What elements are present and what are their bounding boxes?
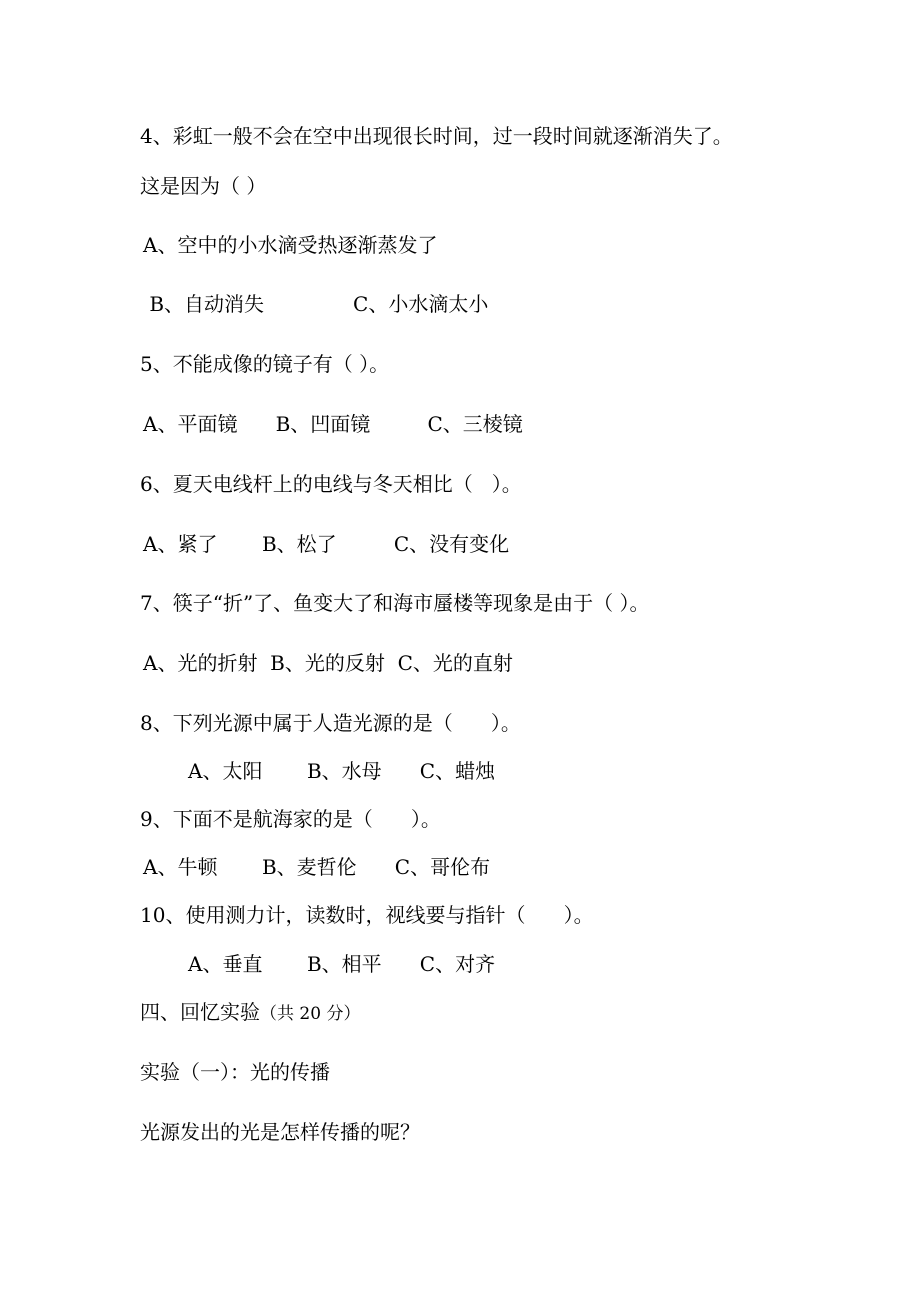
question-4-option-a: A、空中的小水滴受热逐渐蒸发了 xyxy=(143,233,438,257)
question-6-stem: 6、夏天电线杆上的电线与冬天相比（ ）。 xyxy=(140,472,522,496)
question-7-options: A、光的折射 B、光的反射 C、光的直射 xyxy=(143,651,513,675)
question-9-options: A、牛顿 B、麦哲伦 C、哥伦布 xyxy=(143,855,491,879)
question-4-stem-line-1: 4、彩虹一般不会在空中出现很长时间，过一段时间就逐渐消失了。 xyxy=(140,124,733,148)
experiment-one-title: 实验（一）：光的传播 xyxy=(140,1060,330,1084)
question-8-stem: 8、下列光源中属于人造光源的是（ ）。 xyxy=(140,711,521,735)
question-6-options: A、紧了 B、松了 C、没有变化 xyxy=(143,532,510,556)
question-10-options: A、垂直 B、相平 C、对齐 xyxy=(188,952,496,976)
question-8-options: A、太阳 B、水母 C、蜡烛 xyxy=(188,759,496,783)
question-9-stem: 9、下面不是航海家的是（ ）。 xyxy=(140,807,441,831)
section-four-points: （共 20 分） xyxy=(260,1004,361,1024)
section-four-title: 四、回忆实验 xyxy=(140,1000,260,1024)
section-four-heading xyxy=(140,1000,360,1026)
question-4-options-bc: B、自动消失 C、小水滴太小 xyxy=(143,292,489,316)
question-7-stem: 7、筷子“折”了、鱼变大了和海市蜃楼等现象是由于（ ）。 xyxy=(140,591,650,615)
experiment-one-question: 光源发出的光是怎样传播的呢？ xyxy=(140,1120,420,1144)
question-5-options: A、平面镜 B、凹面镜 C、三棱镜 xyxy=(143,412,523,436)
question-10-stem: 10、使用测力计，读数时，视线要与指针（ ）。 xyxy=(140,903,594,927)
question-4-stem-line-2: 这是因为（ ） xyxy=(140,174,267,198)
question-5-stem: 5、不能成像的镜子有（ ）。 xyxy=(140,352,390,376)
